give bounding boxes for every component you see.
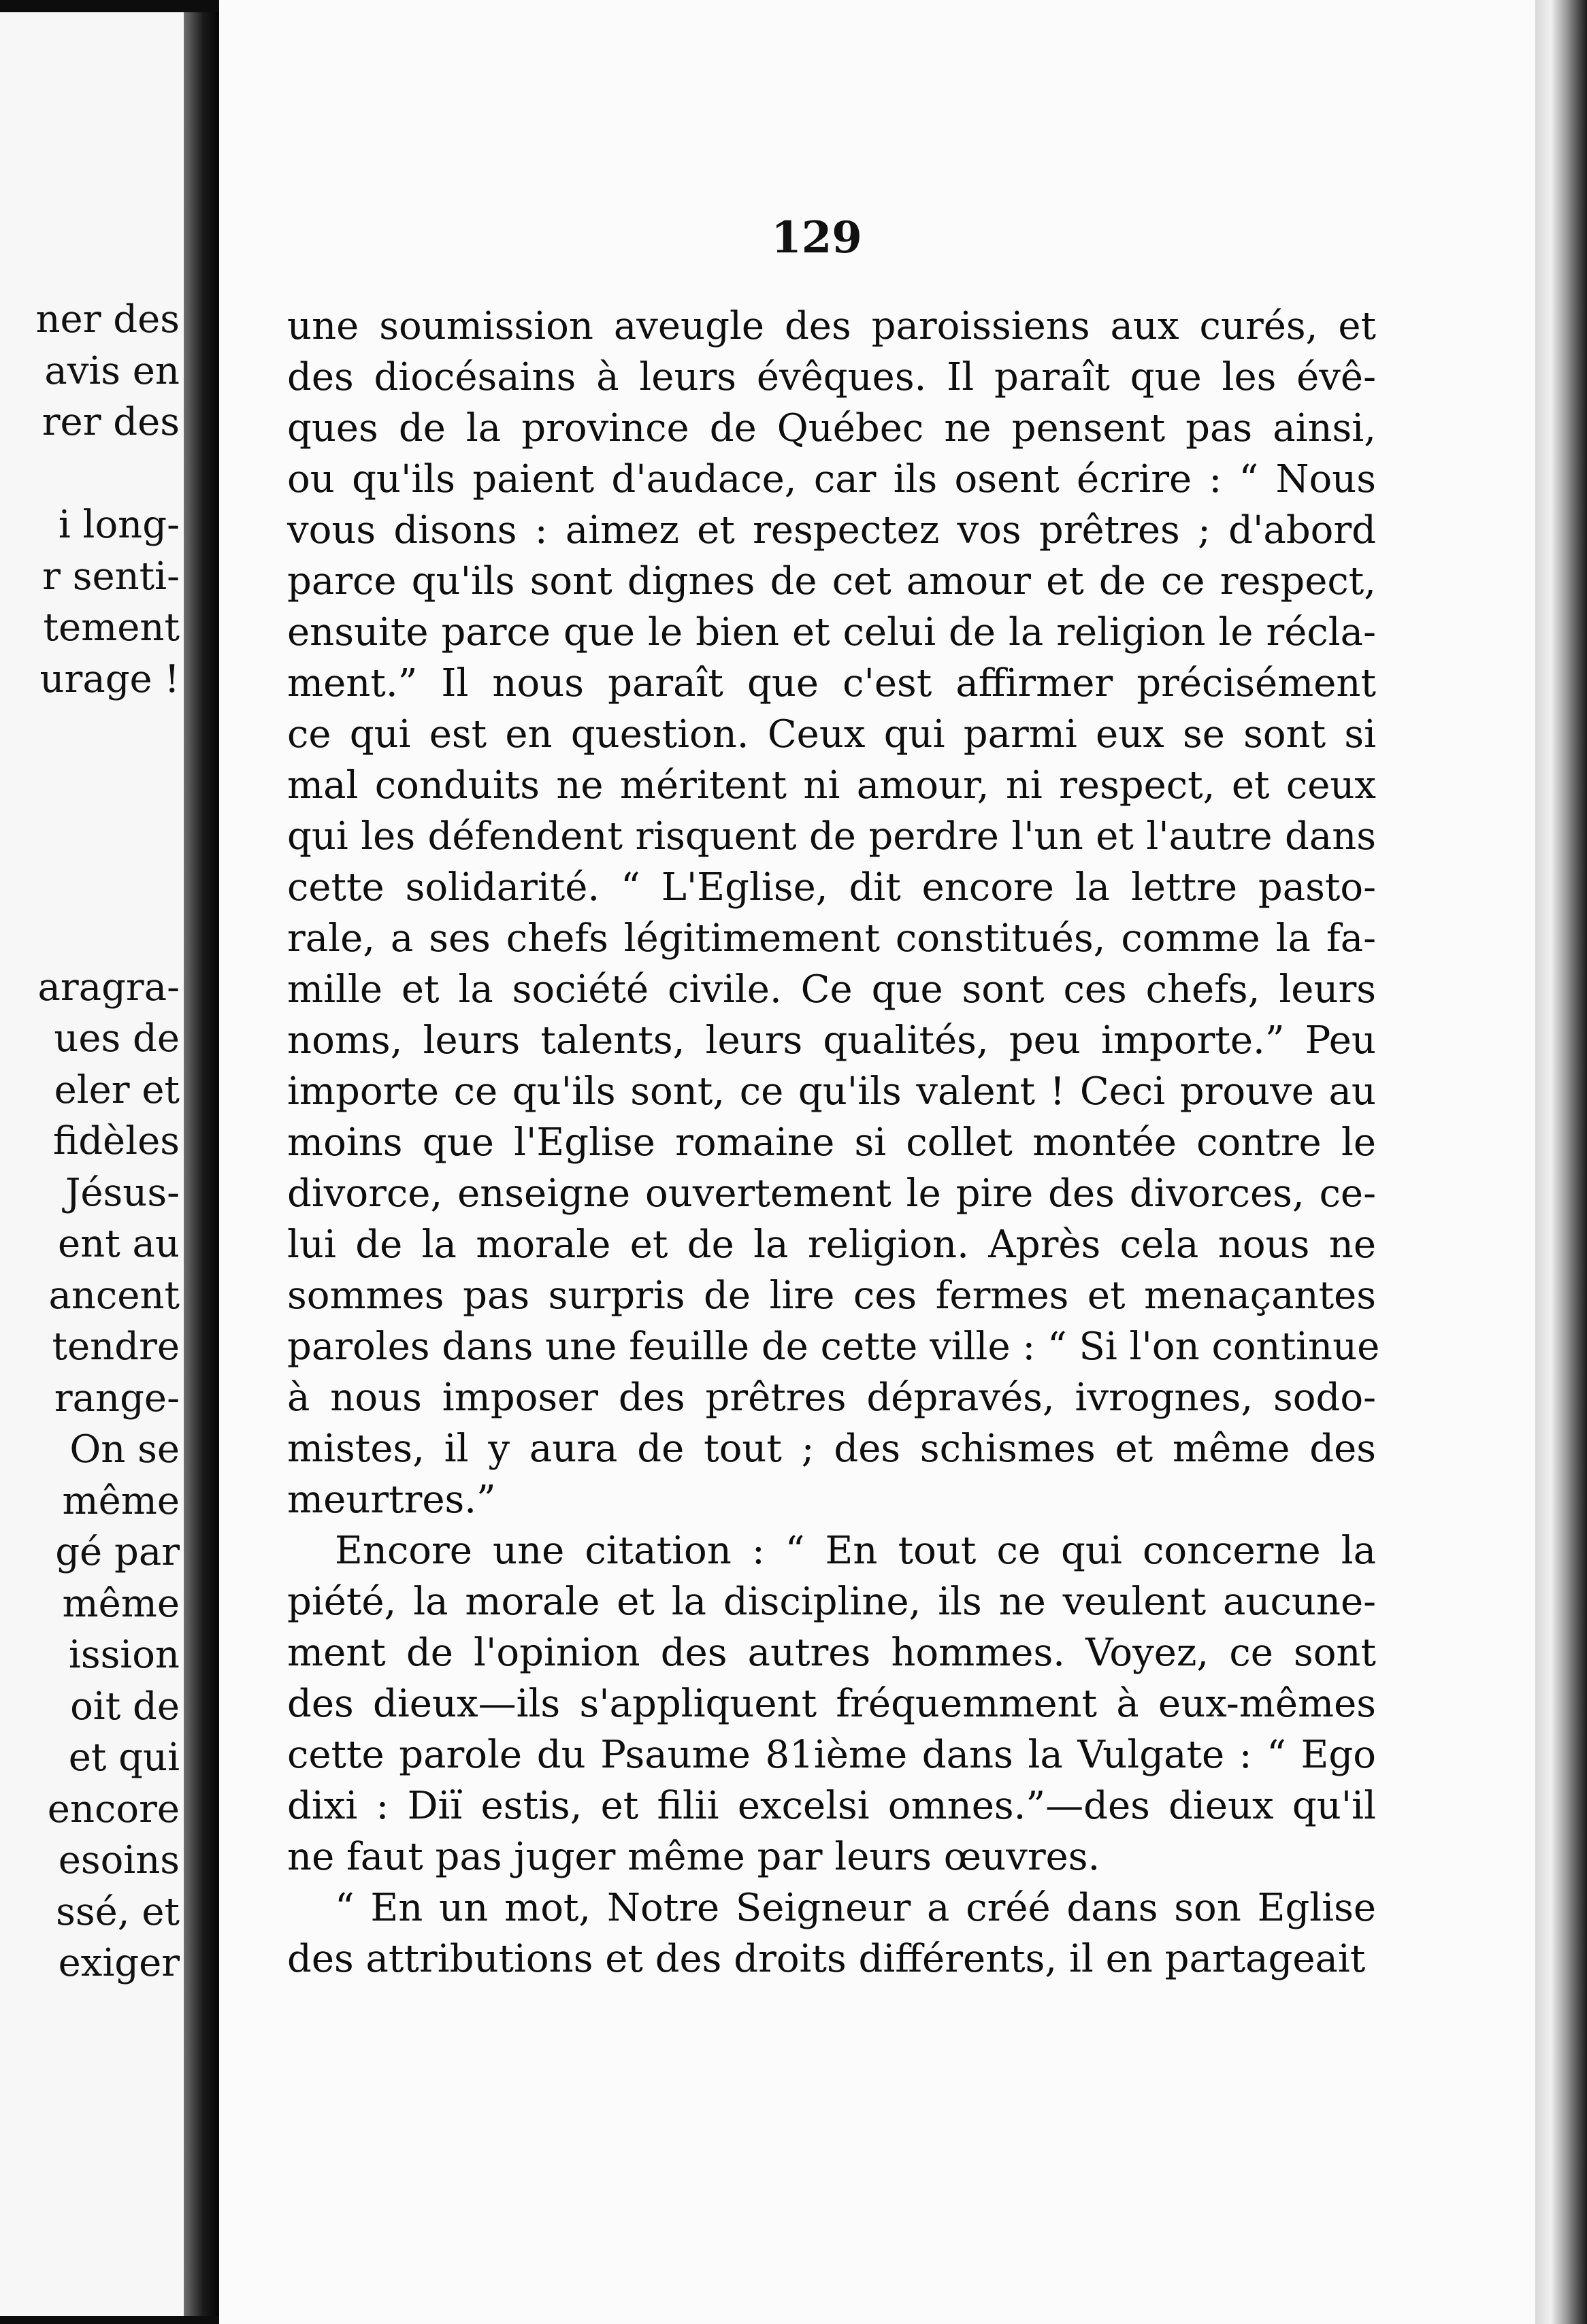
text-line: paroles dans une feuille de cette ville : “ Si l'on continue	[287, 1325, 1380, 1369]
left-page-line: urage !	[39, 657, 180, 701]
left-page-line: range-	[54, 1376, 180, 1421]
paragraph	[287, 1882, 1376, 1985]
left-page-line: ssé, et	[56, 1889, 180, 1934]
left-page-line: rer des	[42, 400, 180, 444]
text-line: ne faut pas juger même par leurs œuvres.	[287, 1835, 1100, 1879]
paragraph	[287, 1525, 1376, 1882]
text-line: cette parole du Psaume 81ième dans la Vulgate : “ Ego	[287, 1733, 1376, 1777]
text-line: moins que l'Eglise romaine si collet montée contre le	[287, 1120, 1376, 1165]
body-text	[287, 301, 1380, 1985]
paragraph	[287, 301, 1380, 1525]
left-page-line: On se	[69, 1427, 180, 1472]
text-line: rale, a ses chefs légitimement constitués, comme la fa-	[287, 916, 1376, 961]
text-line: des dieux—ils s'appliquent fréquemment à eux-mêmes	[287, 1682, 1376, 1726]
left-page-line: ner des	[35, 297, 180, 342]
left-page-line: ues de	[54, 1016, 180, 1061]
left-page-line: ent au	[58, 1222, 180, 1266]
text-line: parce qu'ils sont dignes de cet amour et de ce respect,	[287, 559, 1376, 603]
text-line: ce qui est en question. Ceux qui parmi eux se sont si	[287, 712, 1376, 757]
left-page-line: i long-	[58, 503, 180, 547]
text-line: piété, la morale et la discipline, ils ne veulent aucune-	[287, 1580, 1376, 1624]
left-page-line: tendre	[52, 1325, 180, 1369]
text-line: ensuite parce que le bien et celui de la religion le récla-	[287, 610, 1376, 654]
left-page-line: gé par	[55, 1530, 180, 1574]
left-page-line: r senti-	[42, 554, 180, 599]
text-line: cette solidarité. “ L'Eglise, dit encore la lettre pasto-	[287, 865, 1376, 910]
text-line: divorce, enseigne ouvertement le pire des divorces, ce-	[287, 1172, 1376, 1216]
text-line: à nous imposer des prêtres dépravés, ivrognes, sodo-	[287, 1376, 1376, 1420]
text-line: ques de la province de Québec ne pensent pas ainsi,	[287, 406, 1376, 450]
left-page-line: et qui	[68, 1736, 180, 1780]
left-page-line: fidèles	[52, 1119, 180, 1163]
text-line: noms, leurs talents, leurs qualités, peu importe.” Peu	[287, 1018, 1376, 1063]
left-page-line: exiger	[58, 1941, 180, 1985]
book-gutter	[184, 12, 219, 2316]
left-page-line: ission	[68, 1633, 180, 1677]
page-edge	[1535, 0, 1587, 2324]
left-facing-page	[0, 12, 192, 2316]
text-line: mille et la société civile. Ce que sont ces chefs, leurs	[287, 967, 1376, 1012]
text-line: qui les défendent risquent de perdre l'un et l'autre dans	[287, 814, 1376, 859]
left-page-line: esoins	[58, 1838, 180, 1882]
text-line: des diocésains à leurs évêques. Il paraît que les évê-	[287, 355, 1376, 399]
text-line: “ En un mot, Notre Seigneur a créé dans son Eglise	[335, 1886, 1376, 1930]
text-line: importe ce qu'ils sont, ce qu'ils valent ! Ceci prouve au	[287, 1069, 1376, 1114]
left-page-line: tement	[43, 605, 180, 650]
text-line: Encore une citation : “ En tout ce qui concerne la	[335, 1529, 1376, 1573]
text-line: dixi : Diï estis, et filii excelsi omnes.”—des dieux qu'il	[287, 1784, 1376, 1828]
left-page-line: encore	[47, 1787, 180, 1831]
text-line: lui de la morale et de la religion. Après cela nous ne	[287, 1223, 1376, 1267]
text-line: une soumission aveugle des paroissiens aux curés, et	[287, 304, 1376, 348]
page-number: 129	[771, 212, 862, 263]
left-page-line: ancent	[48, 1273, 180, 1318]
text-line: mal conduits ne méritent ni amour, ni respect, et ceux	[287, 763, 1376, 808]
text-line: meurtres.”	[287, 1478, 496, 1522]
left-page-line: oit de	[70, 1684, 180, 1729]
text-line: vous disons : aimez et respectez vos prêtres ; d'abord	[287, 508, 1376, 552]
left-page-line: eler et	[54, 1067, 180, 1112]
text-line: ment.” Il nous paraît que c'est affirmer précisément	[287, 661, 1376, 706]
left-page-line: Jésus-	[65, 1170, 180, 1215]
text-line: sommes pas surpris de lire ces fermes et menaçantes	[287, 1274, 1376, 1318]
text-line: des attributions et des droits différents, il en partageait	[287, 1937, 1366, 1981]
left-page-line: même	[62, 1478, 180, 1523]
left-page-line: même	[62, 1581, 180, 1626]
left-page-line: aragra-	[37, 965, 180, 1010]
left-page-line: avis en	[44, 348, 180, 393]
text-line: ment de l'opinion des autres hommes. Voyez, ce sont	[287, 1631, 1376, 1675]
text-line: mistes, il y aura de tout ; des schismes et même des	[287, 1427, 1376, 1471]
text-line: ou qu'ils paient d'audace, car ils osent écrire : “ Nous	[287, 457, 1376, 501]
